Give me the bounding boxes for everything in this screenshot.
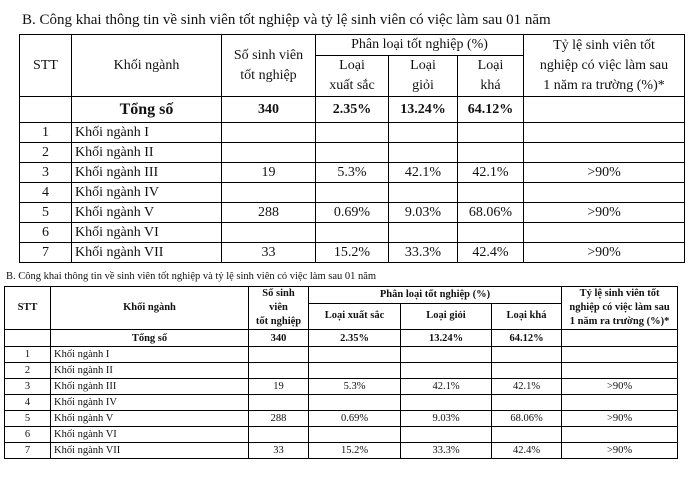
row-graduates [249,427,309,443]
total-fair: 64.12% [492,330,562,347]
row-sector: Khối ngành V [51,411,249,427]
row-employment [524,143,685,163]
row-sector: Khối ngành VI [72,223,222,243]
row-employment: >90% [524,163,685,183]
row-fair: 42.1% [492,379,562,395]
row-fair: 68.06% [492,411,562,427]
header-graduates [249,287,309,330]
row-graduates [249,347,309,363]
row-good [401,363,492,379]
header-fair: Loại khá [492,303,562,329]
row-stt: 7 [5,443,51,459]
row-graduates: 33 [249,443,309,459]
row-fair [492,347,562,363]
row-excellent: 5.3% [309,379,401,395]
header-employment-line1: Tỷ lệ sinh viên tốt [553,37,655,53]
bottom-graduates-table [4,286,678,459]
table-row [5,379,678,395]
row-employment [562,395,678,411]
row-good: 9.03% [389,203,458,223]
header-graduates [222,35,316,97]
header-good-line1: Loại [410,58,436,73]
header-graduates-line2: tốt nghiệp [240,67,297,83]
row-graduates [222,183,316,203]
table-row [20,203,685,223]
row-employment: >90% [562,379,678,395]
row-good [389,123,458,143]
header-employment-line1: Tỷ lệ sinh viên tốt [579,288,660,299]
header-employment [562,287,678,330]
header-graduates-line1: Số sinh viên [233,47,304,63]
row-good: 42.1% [389,163,458,183]
table-row [5,347,678,363]
row-fair [458,183,524,203]
row-graduates: 288 [249,411,309,427]
header-good-line2: giỏi [412,78,434,93]
header-employment-line2: nghiệp có việc làm sau [539,57,669,73]
table-row [20,163,685,183]
table-row [5,427,678,443]
row-excellent: 5.3% [316,163,389,183]
row-sector: Khối ngành III [51,379,249,395]
header-employment-line3: 1 năm ra trường (%)* [543,77,665,93]
total-label: Tổng số [72,97,222,123]
row-graduates: 19 [222,163,316,183]
total-good: 13.24% [389,97,458,123]
row-stt: 4 [5,395,51,411]
row-fair [458,123,524,143]
row-good: 42.1% [401,379,492,395]
table-row [5,395,678,411]
row-sector: Khối ngành II [72,143,222,163]
total-good: 13.24% [401,330,492,347]
row-good [401,395,492,411]
row-employment [524,123,685,143]
row-stt: 4 [20,183,72,203]
total-row [5,330,678,347]
row-stt: 6 [20,223,72,243]
header-good: Loại giỏi [401,303,492,329]
header-sector: Khối ngành [51,287,249,330]
row-excellent: 15.2% [316,243,389,263]
row-stt: 3 [5,379,51,395]
row-excellent: 15.2% [309,443,401,459]
row-fair: 42.1% [458,163,524,183]
row-graduates [249,363,309,379]
row-excellent [316,143,389,163]
row-good: 33.3% [389,243,458,263]
header-good [389,56,458,97]
row-sector: Khối ngành I [51,347,249,363]
row-stt: 1 [5,347,51,363]
row-employment: >90% [524,203,685,223]
header-fair-line2: khá [480,78,501,93]
row-fair [458,223,524,243]
table-row [20,223,685,243]
row-fair [492,363,562,379]
header-graduates-line3: tốt nghiệp [255,316,302,327]
row-stt: 5 [5,411,51,427]
top-graduates-table [19,34,685,263]
total-row [20,97,685,123]
row-employment: >90% [524,243,685,263]
total-excellent: 2.35% [309,330,401,347]
row-fair [492,395,562,411]
row-employment [562,427,678,443]
row-good: 9.03% [401,411,492,427]
header-classification: Phân loại tốt nghiệp (%) [316,35,524,56]
row-stt: 3 [20,163,72,183]
row-excellent [309,427,401,443]
header-sector: Khối ngành [72,35,222,97]
row-good [389,143,458,163]
row-graduates [222,143,316,163]
total-label: Tổng số [51,330,249,347]
header-fair-line1: Loại [477,58,504,73]
header-graduates-line2: viên [269,302,288,313]
row-employment: >90% [562,411,678,427]
row-fair [458,143,524,163]
header-stt: STT [5,287,51,330]
row-stt: 6 [5,427,51,443]
total-graduates: 340 [249,330,309,347]
row-graduates [249,395,309,411]
header-graduates-line1: Số sinh [262,288,295,299]
header-row [20,35,685,56]
row-graduates [222,123,316,143]
row-excellent: 0.69% [309,411,401,427]
header-employment-line2: nghiệp có việc làm sau [569,302,670,313]
total-employment [524,97,685,123]
row-good [401,427,492,443]
header-classification: Phân loại tốt nghiệp (%) [309,287,562,304]
row-excellent [316,183,389,203]
bottom-caption: B. Công khai thông tin về sinh viên tốt nghiệp và tỷ lệ sinh viên có việc làm sau 01 năm [6,271,377,282]
row-fair: 42.4% [458,243,524,263]
row-sector: Khối ngành IV [72,183,222,203]
row-graduates: 288 [222,203,316,223]
row-fair: 68.06% [458,203,524,223]
header-excellent-line2: xuất sắc [329,78,375,93]
row-stt: 2 [20,143,72,163]
row-employment: >90% [562,443,678,459]
header-excellent-line1: Loại [339,58,365,73]
table-row [5,411,678,427]
row-excellent [309,395,401,411]
table-row [20,143,685,163]
row-sector: Khối ngành VII [72,243,222,263]
row-excellent: 0.69% [316,203,389,223]
row-sector: Khối ngành VII [51,443,249,459]
total-excellent: 2.35% [316,97,389,123]
row-sector: Khối ngành VI [51,427,249,443]
total-employment [562,330,678,347]
row-good [401,347,492,363]
total-stt [20,97,72,123]
row-employment [524,183,685,203]
header-employment [524,35,685,97]
table-row [20,123,685,143]
total-stt [5,330,51,347]
row-sector: Khối ngành V [72,203,222,223]
header-employment-line3: 1 năm ra trường (%)* [569,316,670,327]
header-stt: STT [20,35,72,97]
row-stt: 2 [5,363,51,379]
row-excellent [309,363,401,379]
row-employment [524,223,685,243]
table-row [20,183,685,203]
top-caption: B. Công khai thông tin về sinh viên tốt nghiệp và tỷ lệ sinh viên có việc làm sau 01 năm [22,12,551,28]
row-sector: Khối ngành I [72,123,222,143]
header-excellent [316,56,389,97]
row-fair [492,427,562,443]
row-excellent [316,123,389,143]
table-row [5,443,678,459]
row-employment [562,347,678,363]
row-stt: 1 [20,123,72,143]
header-excellent: Loại xuất sắc [309,303,401,329]
header-row [5,287,678,304]
header-fair [458,56,524,97]
row-graduates: 33 [222,243,316,263]
row-good [389,183,458,203]
row-stt: 5 [20,203,72,223]
row-employment [562,363,678,379]
row-good: 33.3% [401,443,492,459]
row-sector: Khối ngành IV [51,395,249,411]
table-row [5,363,678,379]
row-good [389,223,458,243]
total-fair: 64.12% [458,97,524,123]
row-excellent [316,223,389,243]
row-sector: Khối ngành II [51,363,249,379]
row-graduates: 19 [249,379,309,395]
row-graduates [222,223,316,243]
row-stt: 7 [20,243,72,263]
table-row [20,243,685,263]
total-graduates: 340 [222,97,316,123]
row-excellent [309,347,401,363]
row-fair: 42.4% [492,443,562,459]
row-sector: Khối ngành III [72,163,222,183]
